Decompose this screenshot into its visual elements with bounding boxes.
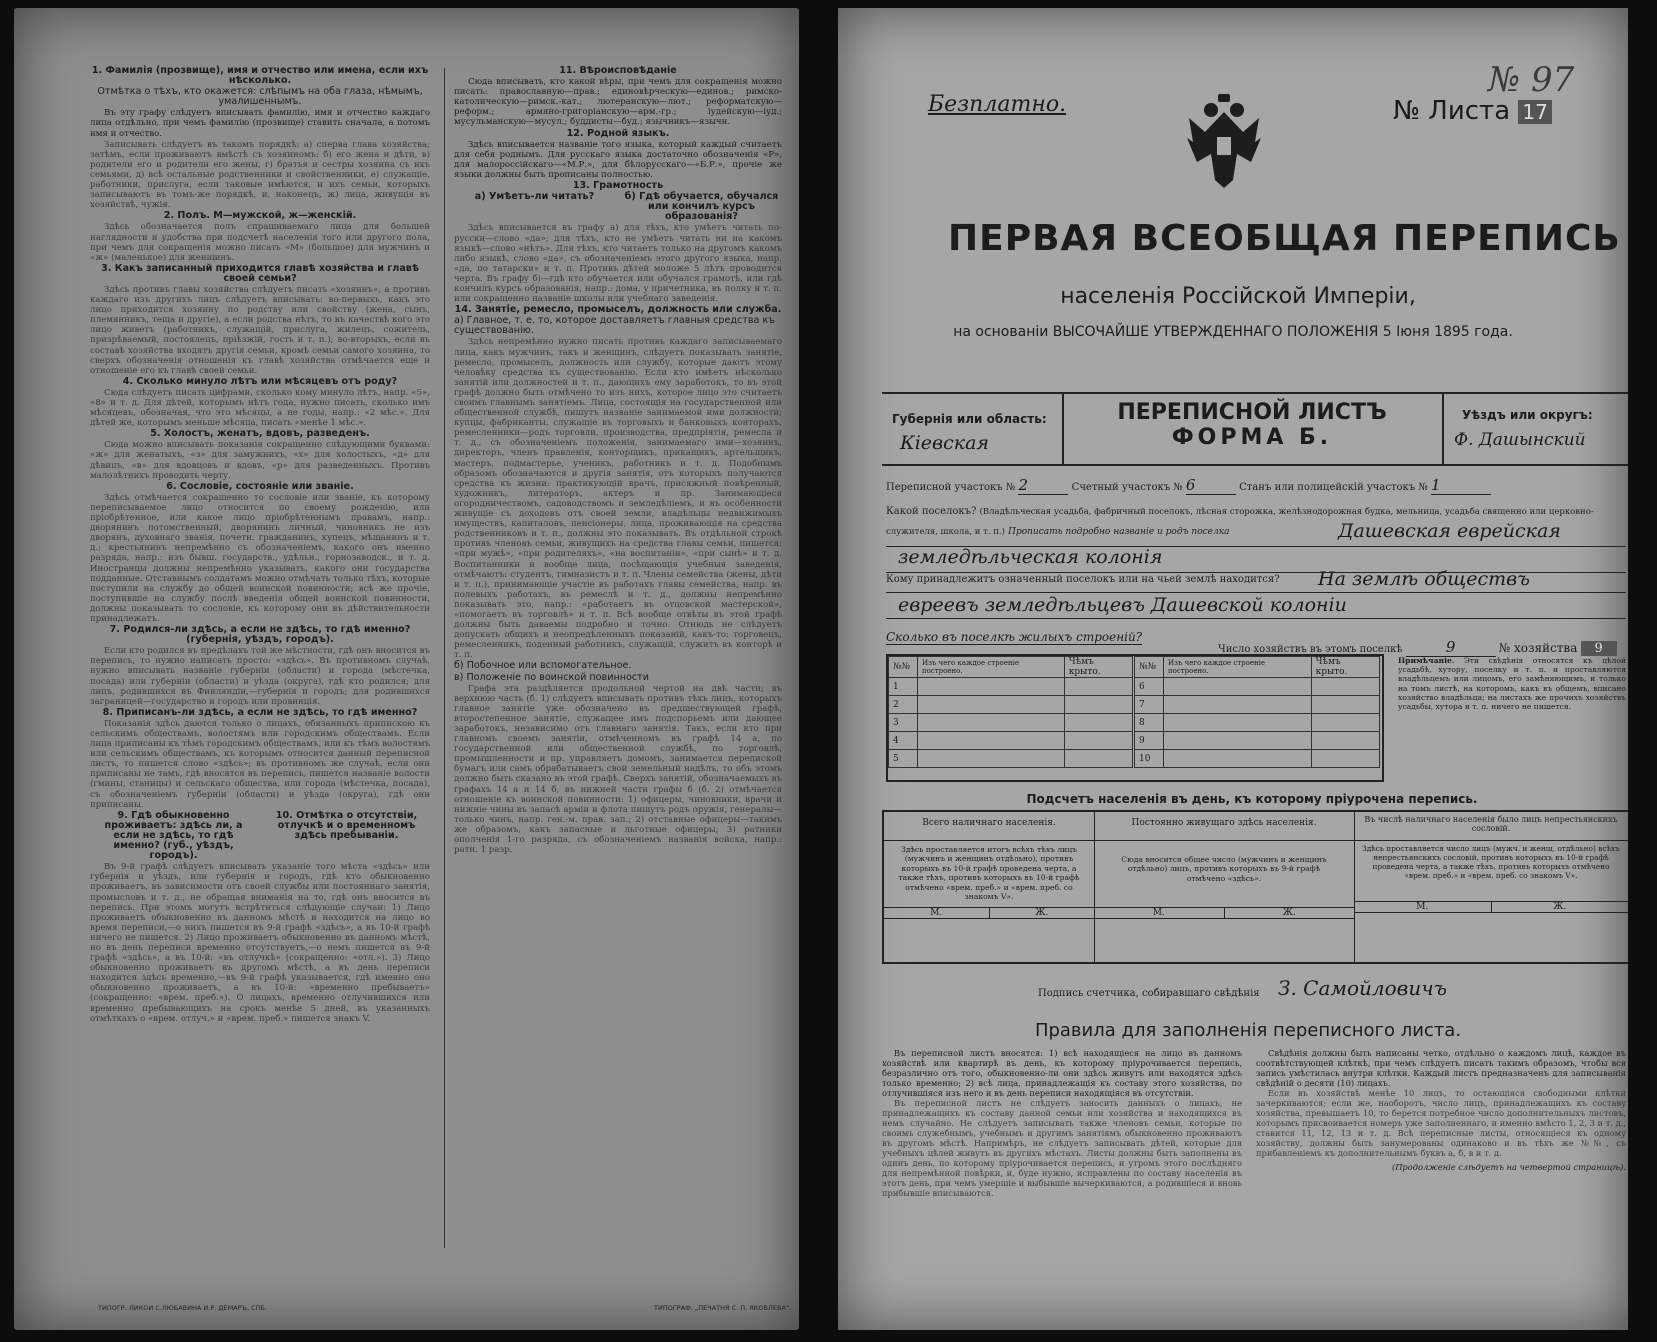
count-non-peasant-female-label: Ж. [1553,902,1567,912]
province-value: Кіевская [900,432,989,454]
section-14c-title: в) Положеніе по воинской повинности [454,671,649,683]
settlement-value-line-2: земледѣльческая колонія [898,546,1163,568]
census-section-label: Переписной участокъ № [886,482,1016,493]
census-main-title: ПЕРВАЯ ВСЕОБЩАЯ ПЕРЕПИСЬ [948,218,1621,259]
rules-column-2 [1256,1048,1626,1172]
instructions-column-2 [454,66,782,856]
sheet-number-value: 17 [1518,100,1551,124]
count-permanent-male-label: М. [1094,908,1225,918]
rule-line [886,592,1626,593]
rules-col2-text: Свѣдѣнія должны быть написаны четко, отдѣльно о каждомъ лицѣ, каждое въ соотвѣтствующей клѣткѣ, при чемъ слѣдуетъ писать такимъ образомъ, чтобы вся запись умѣстилась внутри клѣтки. Каждый листъ предназначенъ для записыванія свѣдѣній о десяти (10) лицахъ. [1256,1048,1626,1088]
count-col-non-peasant [1354,812,1628,962]
bt-col-roof: Чѣмъ крыто. [1311,657,1379,678]
section-1-note: Отмѣтка о тѣхъ, кто окажется: слѣпымъ на оба глаза, нѣмымъ, умалишеннымъ. [97,86,423,108]
imperial-eagle-emblem [1185,92,1263,192]
signature-label: Подпись счетчика, собиравшаго свѣдѣнія [1038,988,1260,999]
sheet-number [1393,96,1552,126]
bt-row-num: 4 [889,732,918,750]
owner-value-line-1: На землѣ обществъ [1318,568,1530,590]
bt-row-num: 3 [889,714,918,732]
settlement-value-line-1: Дашевская еврейская [1338,520,1561,542]
filler-text: Сюда можно вписывать показанія сокращенно слѣдующими буквами: «ж» для женатыхъ, «з» для замужнихъ, «х» для холостыхъ, «д» для дѣвицъ, «в» для вдовцовъ и вдовъ, «р» для разведенныхъ. Противъ малолѣтнихъ проводить черту. [90,440,430,481]
buildings-table-right [1134,656,1380,768]
province-label: Губернія или область: [892,412,1047,426]
buildings-note [1398,656,1626,711]
form-header-box [882,392,1628,466]
rules-col1-text: Въ переписной листъ вносятся: 1) всѣ находящіеся на лицо въ данномъ хозяйствѣ или квартирѣ въ день, къ которому пріурочивается перепись, безразлично отъ того, обыкновенно-ли они здѣсь живутъ или находятся здѣсь только временно; 2) всѣ лица, принадлежащія къ составу этого хозяйства, по отлучившіяся изъ него и въ день переписи находящіяся въ отсутствіи. [882,1048,1242,1098]
section-1-text: Въ эту графу слѣдуетъ вписывать фамилію, имя и отчество каждаго лица отдѣльно, при чемъ фамилію (прозвище) ставить сначала, а потомъ имя и отчество. [90,108,430,139]
owner-value-line-2: евреевъ земледѣльцевъ Дашевской колоніи [898,594,1347,616]
bt-row-num: 5 [889,750,918,768]
district-cell [1442,394,1628,464]
section-11-title: 11. Вѣроисповѣданіе [559,65,677,76]
stan-value: 1 [1431,476,1491,495]
rules-column-1 [882,1048,1242,1198]
count-col-present-header: Всего наличнаго населенія. [884,812,1094,841]
bt-col-material: Изъ чего каждое строеніе построено. [1164,657,1312,678]
section-1-title: 1. Фамилія (прозвище), имя и отчество или имена, если ихъ нѣсколько. [91,65,429,87]
census-legal-basis: на основаніи ВЫСОЧАЙШЕ УТВЕРЖДЕННАГО ПОЛОЖЕНІЯ 5 Іюня 1895 года. [953,324,1513,340]
filler-text: Графа эта раздѣляется продольной чертой на двѣ части; въ верхнюю часть (б. 1) слѣдуетъ вписывать противъ тѣхъ лицъ, которыхъ главное занятіе уже обозначено въ предшествующей графѣ, второстепенное занятіе, служащее имъ подспорьемъ или дающее заработокъ, независимо отъ главнаго занятія. Такъ, если кто при главномъ своемъ занятіи, отмѣченномъ въ графѣ 14 а, по государственной или общественной службѣ, по торговлѣ, промышленности и пр. управляетъ домомъ, занимается перепиской бумагъ или самъ обрабатываетъ свой земельный надѣлъ, то объ этомъ должно быть сказано въ этой графѣ. Сверхъ занятій, обозначаемыхъ въ графахъ 14 а и 14 б, въ нижней части графы б (б. 2) отмѣчается отношеніе къ воинской повинности: 1) офицеры, чиновники, врачи и нижніе чины въ запасѣ арміи и флота пишутъ родъ оружія, генералы—только чинъ, напр. ген.-м. прав. зап.; 2) отставные офицеры—такимъ же образомъ, какъ запасные и льготные офицеры; 3) ратники ополченія 1-го разряда, съ обозначеніемъ названія войска, напр.: ратн. 1 разр. [454,683,782,856]
form-title: ПЕРЕПИСНОЙ ЛИСТЪ [1117,400,1387,425]
section-13b-title: б) Гдѣ обучается, обучался или кончилъ курсъ образованія? [624,191,779,223]
district-label: Уѣздъ или округъ: [1462,408,1593,422]
filler-text: Если въ хозяйствѣ менѣе 10 лицъ, то остающіяся свободными клѣтки зачеркиваются; если же, наоборотъ, число лицъ, принадлежащихъ къ составу хозяйства, превышаетъ 10, то берется потребное число дополнительныхъ листовъ, которымъ присвоивается номеръ уже заполненнаго, и именно вмѣсто 1, 2, 3 и т. д., ставится 11, 12, 13 и т. д. Всѣ переписные листы, относящіеся къ одному хозяйству, должны быть занумерованы одинаково и въ тѣхъ же №№, съ прибавленіемъ къ дополнительнымъ буквъ а, б, в и т. д. [1256,1088,1626,1158]
section-12-title: 12. Родной языкъ. [566,127,670,139]
filler-text: Здѣсь непремѣнно нужно писать противъ каждаго записываемаго лица, какъ мужчинъ, такъ и женщинъ, слѣдуетъ показывать занятіе, ремесло, промыселъ, должность или службу, которые даютъ этому человѣку средства къ существованію. Если кто имѣетъ нѣсколько занятій или должностей и т. п., дающихъ ему заработокъ, то въ этой графѣ должно быть отмѣчено то изъ нихъ, которое лицо это считаетъ своимъ главнымъ занятіемъ. Лица, состоящія на государственной или общественной службѣ, пишутъ названіе занимаемой ими должности; купцы, фабриканты, служащіе въ торговыхъ и банковыхъ конторахъ, ремесленники—родъ торговли, производства, предпріятія, ремесла и т. д., съ обозначеніемъ положенія, занимаемаго ими—хозяинъ, директоръ, членъ правленія, конторщикъ, прикащикъ, артельщикъ, мастеръ, подмастерье, ученикъ, работникъ и т. д. Подобнымъ образомъ обозначаются и другія занятія, отъ которыхъ получаются средства къ жизни: практикующій врачъ, присяжный повѣренный, художникъ, литераторъ, актеръ и пр. Занимающіеся огородничествомъ, садоводствомъ и земледѣліемъ, и въ особенности живущіе съ доходовъ отъ своей земли, владѣльцы недвижимыхъ имуществъ, капиталовъ, пенсіонеры, лица, проживающія на средства родственниковъ и т. п., должны это показывать. Въ отдѣльной строкѣ противъ членовъ семьи, живущихъ на средства главы семьи, пишется: «при мужѣ», «при родителяхъ», «на воспитаніи», «при сынѣ» и т. д. Воспитанники и вообще лица, посѣщающія учебныя заведенія, отмѣчаютъ: студентъ, гимназистъ и т. п. Члены семейства (жены, дѣти и т. п.), принимающіе участіе въ работахъ главы семейства, напр. въ полевыхъ работахъ, въ ремеслѣ и т. д., должны непремѣнно показывать это, напр.: «работаетъ въ отцовской мастерской», «помогаетъ въ торговлѣ» и т. п. Всѣ вообще отвѣты въ этой графѣ должны быть даваемы подробно и точно. Отнюдь не слѣдуетъ допускать общихъ и неопредѣленныхъ показаній, какъ-то: торговецъ, ремесленникъ, поденный работникъ, служащій, служитъ въ конторѣ и т. п. [454,337,782,661]
filler-text: Въ переписной листъ не слѣдуетъ заносить данныхъ о лицахъ, не принадлежащихъ къ составу данной семьи или хозяйства и находящихся въ немъ случайно. Не слѣдуетъ записывать также членовъ семьи, которые по своимъ служебнымъ, учебнымъ и другимъ занятіямъ обыкновенно проживаютъ въ другомъ мѣстѣ. Напримѣръ, не слѣдуетъ записывать дѣтей, которые для учебныхъ цѣлей живутъ въ другихъ мѣстахъ. Листы должны быть заполнены въ одинъ день, по которому пріурочивается перепись, и утромъ этого послѣдняго для непремѣнной повѣрки, и, буде нужно, исправлены по составу населенія въ этотъ день, при чемъ умершіе и выбывшіе вычеркиваются, а родившіеся и вновь прибывшіе вписываются. [882,1098,1242,1198]
section-9-title: 9. Гдѣ обыкновенно проживаетъ: здѣсь ли, а если не здѣсь, то гдѣ именно? (губ., уѣздъ, городъ). [104,809,243,862]
population-count-table [882,810,1628,964]
note-text: Эти свѣдѣнія относятся къ цѣлой усадьбѣ, хутору, поселку и т. п. и проставляются владѣльцемъ или лицомъ, его замѣняющимъ, и только на томъ листѣ, на которомъ, какъ въ общемъ, вписано хозяйство владѣльца; на листахъ же прочихъ хозяйствъ усадьбы, хутора и т. п. ничего не пишется. [1398,656,1626,712]
buildings-table [886,654,1384,782]
sections-row [886,476,1626,495]
bt-row-num: 2 [889,696,918,714]
count-col-permanent-text: Сюда вносится общее число (мужчинъ и женщинъ отдѣльно) лицъ, противъ которыхъ въ 9-й графѣ отмѣчено «здѣсь». [1121,855,1327,883]
rule-line [886,618,1626,619]
filler-text: Здѣсь отмѣчается сокращенно то сословіе или званіе, къ которому переписываемое лицо относится по своему рожденію, или пріобрѣтенное, или какое лицо пріобрѣтеннымъ правамъ, напр.: дворянинъ потомственный, дворянинъ личный, чиновникъ не изъ дворянъ, духовнаго званія, почетн. гражданинъ, купецъ, мѣщанинъ и т. д.; крестьянинъ непремѣнно съ обозначеніемъ, какого онъ именно разряда, напр.: изъ бывш. государств., удѣльн., горнозаводск., и т. д. Иностранцы должны непремѣнно указывать, какого они государства подданные. Отставнымъ солдатамъ можно отмѣчать только тѣхъ, которые поступили на службу до общей воинской повинности; всѣ же прочіе, поступившіе на службу послѣ введенія общей воинской повинности, должны показывать то сословіе, къ которому они въ дѣйствительности принадлежатъ. [90,492,430,624]
section-14a-title: а) Главное, т. е. то, которое доставляетъ главныя средства къ существованію. [454,315,776,337]
filler-text: Если кто родился въ предѣлахъ той же мѣстности, гдѣ онъ вносится въ перепись, то нужно написать просто: «здѣсь». Въ противномъ случаѣ, нужно вписывать названіе губерніи (области) и города (мѣстечка, посада) или губерніи (области) и уѣзда (округа), гдѣ кто родился; для лицъ, родившихся въ Финляндіи,—губернія и городъ; для родившихся заграницей—государство и городъ или провинція. [90,646,430,707]
bt-row-num: 8 [1135,714,1164,732]
bt-col-material: Изъ чего каждое строеніе построено. [918,657,1065,678]
census-section-value: 2 [1018,476,1068,495]
bt-col-nums: №№ [1135,657,1164,678]
bt-col-roof: Чѣмъ крыто. [1064,657,1132,678]
note-title: Примѣчаніе. [1398,656,1455,665]
left-footer-printer-1: ТИПОГР. ЛИКОИ С.ЛЮБАВИНА И.Р. ДЕМАРЪ, СПБ. [98,1304,268,1312]
filler-text: Здѣсь обозначается полъ спрашиваемаго лица для большей наглядности и удобства при подсчетѣ населенія того или другого пола, при чемъ для сокращенія можно писать «М» (большое) для мужчинъ и «ж» (маленькое) для женщинъ. [90,222,430,263]
settlement-hint: (Владѣльческая усадьба, фабричный поселокъ, лѣсная сторожка, желѣзнодорожная будка, мельница, усадьба священно или церковно-служителя, школа, и т. п.) [886,507,1594,537]
buildings-label: Сколько въ поселкѣ жилыхъ строеній? [886,630,1143,644]
filler-text: Записывать слѣдуетъ въ такомъ порядкѣ: а) сперва глава хозяйства; затѣмъ, если проживаютъ вмѣстѣ съ хозяиномъ: б) его жена и дѣти, в) родители его и родители его жены, г) братья и сестры хозяина съ ихъ семьями, д) всѣ остальные родственники и свойственники, е) служащіе, работники, прислуга, если таковые имѣются, и ихъ семьи, которыхъ записываютъ въ томъ-же порядкѣ, и, наконецъ, ж) лица, живущія въ хозяйствѣ, чужія. [90,139,430,211]
section-6-title: 6. Сословіе, состояніе или званіе. [166,480,354,492]
stan-label: Станъ или полицейскій участокъ № [1239,482,1428,493]
free-of-charge-label: Безплатно. [928,92,1067,117]
section-14-title: 14. Занятіе, ремесло, промыселъ, должность или служба. [454,304,782,316]
section-8-title: 8. Приписанъ-ли здѣсь, а если не здѣсь, то гдѣ именно? [102,706,418,718]
section-11-text: Сюда вписывать, кто какой вѣры, при чемъ для сокращенія можно писать: православную—прав.; единовѣрческую—единов.; римско-католическую—римск.-кат.; лютеранскую—лют.; реформатскую—реформ.; армяно-григоріанскую—арм.-гр.; іудейскую—іуд.; мусульманскую—мусул.; буддисты—буд.; язычникъ—язычн. [454,77,782,128]
census-subtitle: населенія Россійской Имперіи, [1060,284,1416,309]
settlement-label: Какой поселокъ? [886,506,977,517]
pencil-folio-number: № 97 [1488,60,1575,100]
count-present-female-label: Ж. [1035,908,1049,918]
section-7-title: 7. Родился-ли здѣсь, а если не здѣсь, то гдѣ именно? (губернія, уѣздъ, городъ). [109,624,411,646]
households-value: 9 [1406,638,1496,657]
count-non-peasant-male-label: М. [1354,902,1492,912]
count-col-non-peasant-header: Въ числѣ наличнаго населенія было лицъ непрестьянскихъ сословій. [1354,812,1628,841]
count-present-male-label: М. [884,908,990,918]
bt-row-num: 6 [1135,678,1164,696]
filler-text: Здѣсь противъ главы хозяйства слѣдуетъ писать «хозяинъ», а противъ каждаго изъ другихъ лицъ слѣдуетъ вписывать: во-первыхъ, какъ это лицо приходится хозяину по родству или свойству (жена, сынъ, племянникъ, теща и другіе), а если родства нѣтъ, то въ качествѣ кого это лицо живетъ (работникъ, служащій, прислуга, жилецъ, сожитель, призрѣваемый, постоялецъ, пріѣзжій, гость и т. п.); во-вторыхъ, если въ составѣ хозяйства входятъ другія семьи, кромѣ семьи самого хозяина, то сверхъ обозначенія отношенія къ главѣ хозяйства отмѣчается еще и отношеніе его къ главѣ своей семьи. [90,284,430,376]
district-value: Ф. Дашынский [1454,430,1586,450]
settlement-instruction: Прописать подробно названіе и родъ поселка [1008,527,1230,537]
filler-text: Здѣсь вписывается въ графу а) для тѣхъ, кто умѣетъ читать по-русски—слово «да»; для тѣхъ, кто не умѣетъ читать ни на какомъ языкѣ—слово «нѣтъ». Для тѣхъ, кто читаетъ только на другомъ какомъ либо языкѣ, слово «да», съ обозначеніемъ этого другого языка, напр. «да, по татарски» и т. п. Противъ дѣтей моложе 5 лѣтъ проводится черта. Въ графу б)—гдѣ кто обучается или обучался грамотѣ, или гдѣ кончилъ курсъ образованія, напр.: дома, у причетника, въ полку и т. п. или сокращенно названіе школы или учебнаго заведенія. [454,223,782,305]
continued-note: (Продолженіе слѣдуетъ на четвертой страницѣ). [1391,1162,1626,1172]
count-permanent-female-label: Ж. [1282,908,1296,918]
sheet-number-label: № Листа [1393,96,1511,126]
section-5-title: 5. Холостъ, женатъ, вдовъ, разведенъ. [150,428,370,440]
bt-row-num: 10 [1135,750,1164,768]
owner-label: Кому принадлежитъ означенный поселокъ или на чьей землѣ находится? [886,574,1280,585]
section-4-title: 4. Сколько минуло лѣтъ или мѣсяцевъ отъ роду? [122,375,398,387]
bt-row-num: 1 [889,678,918,696]
population-count-title: Подсчетъ населенія въ день, къ которому пріурочена перепись. [1026,792,1478,806]
filler-text: Въ 9-й графѣ слѣдуетъ вписывать указаніе того мѣста «здѣсь» или губернія и уѣздъ, или губернія и городъ, гдѣ кто обыкновенно проживаетъ, въ зависимости отъ своей службы или постояннаго занятія, промысловъ и т. д., не обращая вниманія на то, гдѣ онъ вносится въ перепись. При этомъ могутъ встрѣтиться слѣдующіе случаи: 1) Лицо проживаетъ обыкновенно въ данномъ мѣстѣ и находится на лицо во время переписи,—о нихъ пишется въ 9-й графѣ «здѣсь», а въ 10-й графѣ ничего не пишется. 2) Лицо проживаетъ обыкновенно въ данномъ мѣстѣ, но въ день переписи временно отсутствуетъ,—о немъ пишется въ 9-й графѣ «здѣсь», а въ 10-й: «въ отлучкѣ» (сокращенно: «отл.»). 3) Лицо обыкновенно проживаетъ въ другомъ мѣстѣ, а въ день переписи находится здѣсь временно,—въ 9-й графѣ указывается, гдѣ именно оно обыкновенно проживаетъ, а въ 10-й: «временно пребываетъ» (сокращенно: «врем. преб.»). О лицахъ, временно отлучившихся или временно пребывающихъ на срокъ менѣе 5 дней, въ указанныхъ отмѣткахъ о «врем. отлуч.» и «врем. преб.» пишется знакъ V. [90,862,430,1024]
filler-text: Сюда слѣдуетъ писать цифрами, сколько кому минуло лѣтъ, напр. «5», «8» и т. д. Для дѣтей, которымъ нѣтъ года, нужно писать, сколько имъ мѣсяцевъ, обозначая, что это мѣсяцы, а не годы, напр.: «2 мѣс.». Для дѣтей же, которымъ меньше мѣсяца, писать «менѣе 1 мѣс.». [90,387,430,429]
section-12-text: Здѣсь вписывается названіе того языка, который каждый считаетъ для себя роднымъ. Для русскаго языка достаточно обозначенія «Р», для малороссійскаго—«М.Р.», для бѣлорусскаго—«Б.Р.», прочіе же языки должны быть прописаны полностью. [454,139,782,180]
bt-col-nums: №№ [889,657,918,678]
signature-value: З. Самойловичъ [1278,976,1447,1000]
buildings-table-left [888,656,1133,768]
form-subtitle: ФОРМА Б. [1171,425,1333,450]
count-section-value: 6 [1186,476,1236,495]
section-14b-title: б) Побочное или вспомогательное. [454,660,632,672]
filler-text: Показанія здѣсь даются только о лицахъ, обязанныхъ припискою къ сельскимъ обществамъ, волостямъ или городскимъ обществамъ. Если лица приписаны къ тѣмъ городскимъ обществамъ, или къ тѣмъ волостямъ или сельскимъ обществамъ, къ которымъ относится данный переписной листъ, то пишется слово «здѣсь»; въ противномъ же случаѣ, если они приписаны не тамъ, гдѣ вносятся въ перепись, пишется названіе волости (гмины, станицы) и сельскаго общества, или города (мѣстечка, посада), съ обозначеніемъ губерніи (области) и уѣзда (округа), гдѣ они приписаны. [90,718,430,810]
count-col-permanent-header: Постоянно живущаго здѣсь населенія. [1094,812,1354,841]
section-13-title: 13. Грамотность [572,180,664,192]
section-10-title: 10. Отмѣтка о отсутствіи, отлучкѣ и о временномъ здѣсь пребываніи. [275,809,418,841]
column-divider [444,68,445,1248]
rules-title: Правила для заполненія переписного листа. [1034,1020,1462,1041]
count-col-non-peasant-text: Здѣсь проставляется число лицъ (мужч. и женщ. отдѣльно) всѣхъ непрестьянскихъ сословій, противъ которыхъ въ 10-й графѣ проведена черта, а также тѣхъ, противъ которыхъ отмѣчено «врем. преб.» и «врем. преб. со знакомъ V». [1362,844,1620,880]
household-no-value: 9 [1581,641,1617,656]
section-3-title: 3. Какъ записанный приходится главѣ хозяйства и главѣ своей семьи? [101,262,419,284]
form-title-cell [1062,394,1442,450]
right-page-census-form [838,8,1628,1330]
province-cell [882,394,1064,464]
section-13a-title: а) Умѣетъ-ли читать? [474,191,595,203]
count-col-permanent [1094,812,1355,962]
bt-row-num: 9 [1135,732,1164,750]
household-no-label: № хозяйства [1498,641,1578,655]
households-label: Число хозяйствъ въ этомъ поселкѣ [1218,644,1403,655]
count-col-present [884,812,1095,962]
left-page-instructions [14,8,799,1330]
left-footer-printer-2: ТИПОГРАФ. „ПЕЧАТНЯ С. П. ЯКОВЛЕВА“. [654,1304,792,1312]
count-section-label: Счетный участокъ № [1071,482,1183,493]
count-col-present-text: Здѣсь проставляется итогъ всѣхъ тѣхъ лицъ (мужчинъ и женщинъ отдѣльно), противъ которыхъ въ 10-й графѣ проведена черта, а также тѣхъ, противъ которыхъ въ 10-й графѣ отмѣчено «врем. преб.» и «врем. преб. со знакомъ V». [898,845,1080,902]
bt-row-num: 7 [1135,696,1164,714]
section-2-title: 2. Полъ. М—мужской, ж—женскій. [163,210,357,222]
instructions-column-1 [90,66,430,1025]
